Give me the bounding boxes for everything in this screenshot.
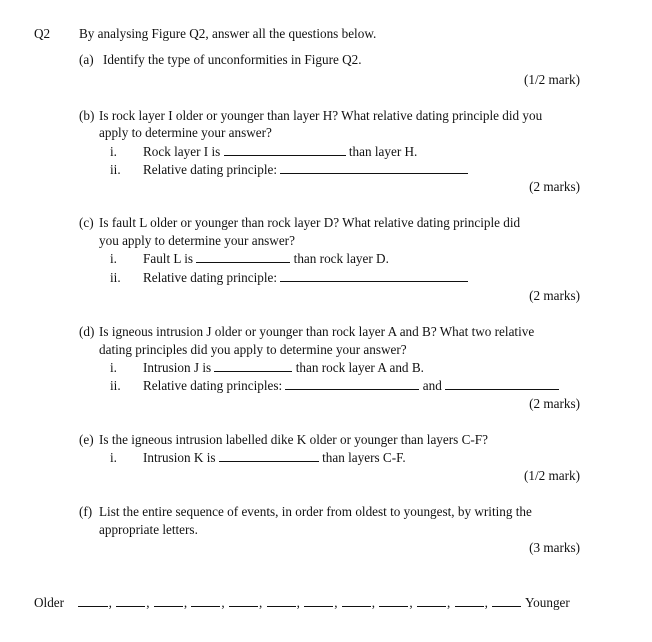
part-e-i-pre: Intrusion K is [143, 450, 216, 465]
part-d-i-answer-blank[interactable] [214, 359, 292, 372]
part-c-ii-row [143, 269, 468, 287]
part-e-line1: Is the igneous intrusion labelled dike K older or younger than layers C-F? [99, 432, 488, 447]
part-c-ii-pre: Relative dating principle: [143, 270, 278, 285]
sequence-blank-11[interactable] [455, 594, 484, 607]
sequence-blank-10[interactable] [417, 594, 446, 607]
part-b-i-post: than layer H. [348, 144, 418, 159]
part-b-ii-pre: Relative dating principle: [143, 162, 278, 177]
part-f-line2: appropriate letters. [99, 522, 198, 537]
sequence-blank-7[interactable] [304, 594, 333, 607]
part-c-i-pre: Fault L is [143, 251, 194, 266]
part-c-i-row [143, 250, 389, 268]
part-a-marks: (1/2 mark) [523, 72, 580, 87]
sequence-separator: , [446, 595, 451, 610]
sequence-blank-3[interactable] [154, 594, 183, 607]
question-number: Q2 [34, 26, 51, 41]
sequence-younger-label: Younger [524, 595, 570, 610]
part-d-ii-row [143, 377, 559, 395]
sequence-blank-2[interactable] [116, 594, 145, 607]
part-d-ii-answer-blank-2[interactable] [445, 377, 559, 390]
sequence-blank-12[interactable] [492, 594, 521, 607]
part-b-i-label: i. [110, 144, 117, 159]
sequence-separator: , [371, 595, 376, 610]
part-e-i-label: i. [110, 450, 117, 465]
part-c-i-answer-blank[interactable] [196, 250, 290, 263]
part-d-ii-pre: Relative dating principles: [143, 378, 283, 393]
part-c-ii-answer-blank[interactable] [280, 269, 468, 282]
part-b-ii-label: ii. [110, 162, 121, 177]
question-intro: By analysing Figure Q2, answer all the questions below. [79, 26, 377, 41]
part-b-marks: (2 marks) [529, 179, 580, 194]
sequence-separator: , [296, 595, 300, 610]
part-e-label: (e) [79, 432, 94, 447]
sequence-separator: , [334, 595, 338, 610]
sequence-separator: , [183, 595, 188, 610]
sequence-blank-9[interactable] [379, 594, 408, 607]
part-d-ii-answer-blank-1[interactable] [285, 377, 419, 390]
part-d-i-label: i. [110, 360, 117, 375]
part-c-i-post: than rock layer D. [293, 251, 389, 266]
part-f-line1: List the entire sequence of events, in order from oldest to youngest, by writing the [99, 504, 532, 519]
part-e-i-row [143, 449, 406, 467]
part-c-ii-label: ii. [110, 270, 121, 285]
part-d-ii-mid: and [422, 378, 442, 393]
part-b-ii-row [143, 161, 468, 179]
part-d-i-row [143, 359, 424, 377]
part-a-label: (a) [79, 52, 94, 67]
sequence-blank-5[interactable] [229, 594, 258, 607]
part-e-i-post: than layers C-F. [322, 450, 406, 465]
part-c-i-label: i. [110, 251, 117, 266]
part-d-ii-label: ii. [110, 378, 121, 393]
part-d-i-post: than rock layer A and B. [295, 360, 424, 375]
part-b-i-pre: Rock layer I is [143, 144, 221, 159]
sequence-separator: , [259, 595, 263, 610]
part-b-line1: Is rock layer I older or younger than layer H? What relative dating principle did you [99, 108, 543, 123]
sequence-separator: , [108, 595, 112, 610]
part-b-i-row [143, 143, 417, 161]
part-b-line2: apply to determine your answer? [99, 125, 272, 140]
part-f-marks: (3 marks) [529, 540, 580, 555]
part-d-label: (d) [79, 324, 95, 339]
part-e-i-answer-blank[interactable] [219, 449, 319, 462]
part-f-label: (f) [79, 504, 93, 519]
sequence-blank-1[interactable] [78, 594, 108, 607]
sequence-blank-4[interactable] [191, 594, 220, 607]
part-a-text: Identify the type of unconformities in Figure Q2. [103, 52, 362, 67]
sequence-older-label: Older [34, 595, 65, 610]
part-c-label: (c) [79, 215, 94, 230]
sequence-separator: , [409, 595, 413, 610]
part-b-label: (b) [79, 108, 95, 123]
sequence-row [34, 594, 570, 612]
part-c-line2: you apply to determine your answer? [99, 233, 295, 248]
part-e-marks: (1/2 mark) [523, 468, 580, 483]
part-d-i-pre: Intrusion J is [143, 360, 212, 375]
part-b-i-answer-blank[interactable] [224, 143, 346, 156]
part-d-line2: dating principles did you apply to determine your answer? [99, 342, 407, 357]
part-b-ii-answer-blank[interactable] [280, 161, 468, 174]
part-c-line1: Is fault L older or younger than rock layer D? What relative dating principle did [99, 215, 521, 230]
sequence-separator: , [221, 595, 225, 610]
part-d-marks: (2 marks) [529, 396, 580, 411]
sequence-separator: , [484, 595, 488, 610]
part-d-line1: Is igneous intrusion J older or younger than rock layer A and B? What two relative [99, 324, 535, 339]
sequence-separator: , [146, 595, 150, 610]
part-c-marks: (2 marks) [529, 288, 580, 303]
sequence-blank-8[interactable] [342, 594, 371, 607]
sequence-blank-6[interactable] [267, 594, 296, 607]
